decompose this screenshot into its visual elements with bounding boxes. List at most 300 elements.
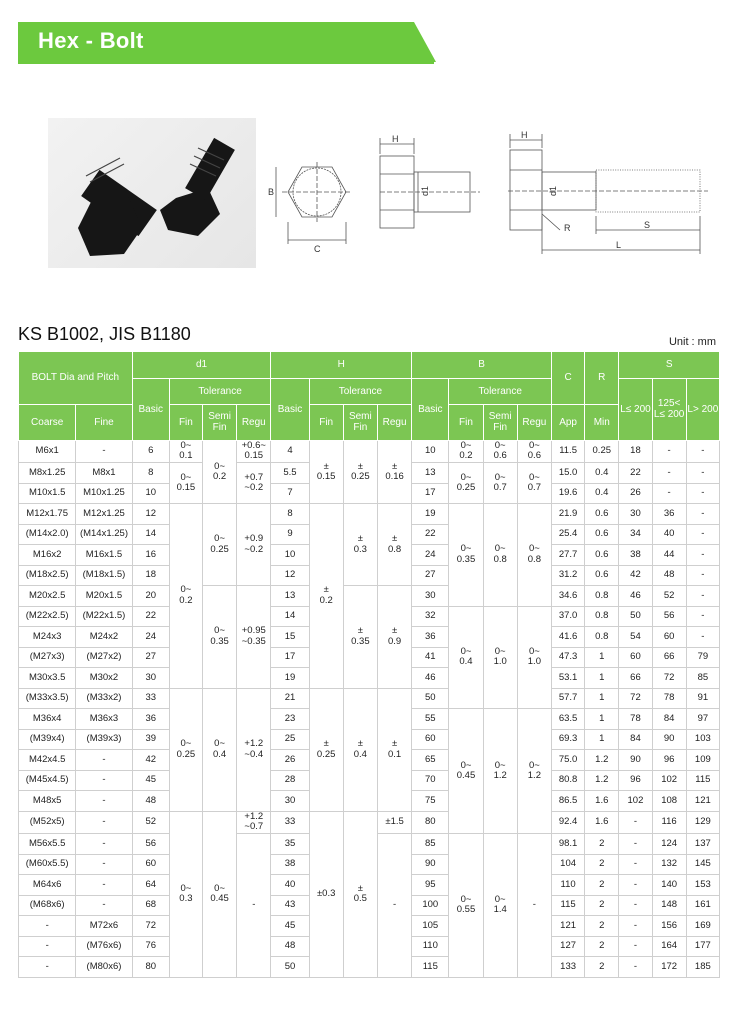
cell-tol-d1-semi: 0~ 0.4 (203, 688, 237, 811)
cell-h: 45 (271, 916, 309, 937)
cell-h: 19 (271, 668, 309, 689)
header-h: H (271, 352, 412, 379)
cell-r: 1.2 (585, 750, 619, 771)
cell-b: 65 (412, 750, 449, 771)
cell-fine: - (76, 791, 132, 812)
cell-d1: 16 (132, 545, 169, 566)
cell-tol-d1-regu: +0.7 ~0.2 (237, 463, 271, 504)
cell-s2: 140 (652, 875, 686, 896)
cell-s3: - (686, 606, 719, 627)
cell-b: 80 (412, 811, 449, 833)
cell-r: 1 (585, 709, 619, 730)
cell-s1: 26 (619, 483, 652, 504)
cell-fine: M16x1.5 (76, 545, 132, 566)
cell-fine: - (76, 441, 132, 463)
cell-c: 31.2 (552, 565, 585, 586)
cell-d1: 64 (132, 875, 169, 896)
standard-heading: KS B1002, JIS B1180 (18, 324, 191, 344)
cell-c: 25.4 (552, 524, 585, 545)
cell-fine: M20x1.5 (76, 586, 132, 607)
cell-s2: 56 (652, 606, 686, 627)
cell-h: 43 (271, 895, 309, 916)
cell-h: 8 (271, 504, 309, 525)
cell-b: 36 (412, 627, 449, 648)
cell-r: 0.6 (585, 545, 619, 566)
cell-r: 0.6 (585, 504, 619, 525)
cell-d1: 33 (132, 688, 169, 709)
cell-s3: - (686, 565, 719, 586)
cell-coarse: - (19, 936, 76, 957)
cell-s1: 30 (619, 504, 652, 525)
cell-coarse: (M14x2.0) (19, 524, 76, 545)
cell-tol-d1-regu: - (237, 834, 271, 978)
cell-tol-b-semi: 0~ 1.2 (483, 709, 517, 834)
cell-coarse: (M39x4) (19, 729, 76, 750)
cell-s3: 79 (686, 647, 719, 668)
cell-d1: 76 (132, 936, 169, 957)
header-s-over200: L> 200 (686, 379, 719, 441)
cell-r: 2 (585, 957, 619, 978)
cell-s1: 38 (619, 545, 652, 566)
technical-drawing (268, 130, 728, 270)
cell-d1: 12 (132, 504, 169, 525)
page-title: Hex - Bolt (38, 28, 144, 53)
cell-tol-h-semi: ± 0.25 (343, 441, 377, 504)
cell-c: 37.0 (552, 606, 585, 627)
cell-coarse: - (19, 916, 76, 937)
cell-coarse: M10x1.5 (19, 483, 76, 504)
header-bolt-dia: BOLT Dia and Pitch (19, 352, 133, 405)
title-banner (18, 22, 436, 62)
cell-b: 32 (412, 606, 449, 627)
cell-s3: - (686, 586, 719, 607)
cell-c: 63.5 (552, 709, 585, 730)
cell-tol-d1-fin: 0~ 0.1 (169, 441, 202, 463)
cell-d1: 39 (132, 729, 169, 750)
cell-d1: 27 (132, 647, 169, 668)
cell-coarse: M20x2.5 (19, 586, 76, 607)
cell-s2: 72 (652, 668, 686, 689)
header-d1-semi-fin: Semi Fin (203, 405, 237, 441)
cell-c: 57.7 (552, 688, 585, 709)
cell-tol-h-fin: ± 0.15 (309, 441, 343, 504)
cell-fine: M10x1.25 (76, 483, 132, 504)
cell-s3: - (686, 545, 719, 566)
cell-b: 27 (412, 565, 449, 586)
cell-c: 75.0 (552, 750, 585, 771)
cell-h: 9 (271, 524, 309, 545)
cell-tol-b-fin: 0~ 0.35 (449, 504, 483, 607)
cell-c: 104 (552, 854, 585, 875)
cell-coarse: - (19, 957, 76, 978)
cell-coarse: (M18x2.5) (19, 565, 76, 586)
cell-fine: - (76, 834, 132, 855)
cell-b: 100 (412, 895, 449, 916)
cell-tol-b-fin: 0~ 0.25 (449, 463, 483, 504)
header-h-basic: Basic (271, 379, 309, 441)
cell-r: 0.4 (585, 483, 619, 504)
cell-tol-h-fin: ±0.3 (309, 811, 343, 977)
cell-s1: - (619, 875, 652, 896)
header-d1-tolerance: Tolerance (169, 379, 271, 405)
cell-tol-d1-fin: 0~ 0.25 (169, 688, 202, 811)
label-s: S (644, 220, 651, 230)
cell-fine: M12x1.25 (76, 504, 132, 525)
cell-s2: 132 (652, 854, 686, 875)
cell-fine: (M33x2) (76, 688, 132, 709)
cell-r: 1 (585, 668, 619, 689)
cell-b: 10 (412, 441, 449, 463)
cell-fine: M30x2 (76, 668, 132, 689)
cell-coarse: M8x1.25 (19, 463, 76, 484)
cell-c: 47.3 (552, 647, 585, 668)
header-coarse: Coarse (19, 405, 76, 441)
cell-tol-d1-fin: 0~ 0.3 (169, 811, 202, 977)
cell-h: 30 (271, 791, 309, 812)
cell-coarse: (M27x3) (19, 647, 76, 668)
cell-fine: (M39x3) (76, 729, 132, 750)
cell-tol-h-semi: ± 0.35 (343, 586, 377, 689)
label-b: B (268, 187, 275, 197)
cell-fine: - (76, 854, 132, 875)
cell-fine: - (76, 811, 132, 833)
cell-d1: 10 (132, 483, 169, 504)
cell-fine: - (76, 770, 132, 791)
cell-b: 24 (412, 545, 449, 566)
cell-b: 41 (412, 647, 449, 668)
header-h-tolerance: Tolerance (309, 379, 412, 405)
cell-h: 48 (271, 936, 309, 957)
cell-coarse: (M33x3.5) (19, 688, 76, 709)
cell-tol-d1-semi: 0~ 0.2 (203, 441, 237, 504)
cell-s1: 90 (619, 750, 652, 771)
cell-b: 70 (412, 770, 449, 791)
cell-tol-b-semi: 0~ 0.8 (483, 504, 517, 607)
cell-tol-b-semi: 0~ 1.0 (483, 606, 517, 709)
cell-coarse: M6x1 (19, 441, 76, 463)
cell-fine: (M22x1.5) (76, 606, 132, 627)
cell-tol-h-semi: ± 0.4 (343, 688, 377, 811)
cell-tol-b-regu: 0~ 1.0 (517, 606, 551, 709)
cell-s3: 97 (686, 709, 719, 730)
cell-tol-b-regu: 0~ 1.2 (517, 709, 551, 834)
cell-tol-h-regu: ± 0.16 (377, 441, 411, 504)
cell-tol-h-regu: ± 0.1 (377, 688, 411, 811)
header-b-fin: Fin (449, 405, 483, 441)
cell-c: 92.4 (552, 811, 585, 833)
cell-h: 50 (271, 957, 309, 978)
cell-s1: - (619, 916, 652, 937)
cell-s3: - (686, 524, 719, 545)
cell-s3: 145 (686, 854, 719, 875)
cell-c: 15.0 (552, 463, 585, 484)
cell-s1: 54 (619, 627, 652, 648)
cell-d1: 20 (132, 586, 169, 607)
bolt-spec-table (18, 351, 720, 978)
cell-tol-b-fin: 0~ 0.2 (449, 441, 483, 463)
cell-d1: 30 (132, 668, 169, 689)
cell-h: 26 (271, 750, 309, 771)
cell-coarse: M30x3.5 (19, 668, 76, 689)
cell-s3: 137 (686, 834, 719, 855)
cell-s1: 78 (619, 709, 652, 730)
cell-s1: - (619, 854, 652, 875)
header-fine: Fine (76, 405, 132, 441)
cell-c: 19.6 (552, 483, 585, 504)
cell-s2: 36 (652, 504, 686, 525)
header-c: C (552, 352, 585, 405)
cell-tol-h-regu: ± 0.9 (377, 586, 411, 689)
cell-tol-d1-regu: +1.2 ~0.7 (237, 811, 271, 833)
cell-h: 21 (271, 688, 309, 709)
cell-b: 50 (412, 688, 449, 709)
hex-head-front-view (276, 162, 352, 244)
cell-coarse: (M68x6) (19, 895, 76, 916)
header-d1: d1 (132, 352, 271, 379)
cell-s1: 22 (619, 463, 652, 484)
cell-tol-h-semi: ± 0.5 (343, 811, 377, 977)
cell-s1: 66 (619, 668, 652, 689)
cell-b: 55 (412, 709, 449, 730)
cell-r: 0.6 (585, 565, 619, 586)
cell-r: 2 (585, 854, 619, 875)
cell-r: 1.2 (585, 770, 619, 791)
cell-tol-d1-regu: +0.95 ~0.35 (237, 586, 271, 689)
cell-c: 27.7 (552, 545, 585, 566)
cell-b: 30 (412, 586, 449, 607)
cell-s3: 115 (686, 770, 719, 791)
cell-tol-b-semi: 0~ 0.6 (483, 441, 517, 463)
label-h-side: H (392, 134, 399, 144)
cell-b: 19 (412, 504, 449, 525)
bolt-full-view (508, 134, 708, 254)
cell-b: 85 (412, 834, 449, 855)
header-s-l200: L≤ 200 (619, 379, 652, 441)
cell-s1: 102 (619, 791, 652, 812)
cell-s3: 91 (686, 688, 719, 709)
cell-fine: M24x2 (76, 627, 132, 648)
table-body (19, 441, 720, 978)
label-d1-full: d1 (548, 185, 558, 196)
cell-b: 105 (412, 916, 449, 937)
cell-s3: 177 (686, 936, 719, 957)
cell-r: 2 (585, 875, 619, 896)
cell-d1: 24 (132, 627, 169, 648)
header-b: B (412, 352, 552, 379)
cell-s1: - (619, 957, 652, 978)
cell-tol-d1-regu: +1.2 ~0.4 (237, 688, 271, 811)
cell-s3: - (686, 463, 719, 484)
cell-d1: 48 (132, 791, 169, 812)
cell-s3: 129 (686, 811, 719, 833)
cell-s3: 161 (686, 895, 719, 916)
cell-s2: 90 (652, 729, 686, 750)
cell-r: 0.8 (585, 627, 619, 648)
cell-s2: 164 (652, 936, 686, 957)
cell-tol-d1-regu: +0.9 ~0.2 (237, 504, 271, 586)
cell-c: 86.5 (552, 791, 585, 812)
cell-s3: 185 (686, 957, 719, 978)
cell-c: 80.8 (552, 770, 585, 791)
header-b-regu: Regu (517, 405, 551, 441)
cell-h: 5.5 (271, 463, 309, 484)
cell-tol-h-fin: ± 0.25 (309, 688, 343, 811)
cell-s3: 109 (686, 750, 719, 771)
header-r: R (585, 352, 619, 405)
cell-s3: - (686, 441, 719, 463)
cell-tol-h-semi: ± 0.3 (343, 504, 377, 586)
cell-b: 95 (412, 875, 449, 896)
cell-s1: 96 (619, 770, 652, 791)
cell-c: 41.6 (552, 627, 585, 648)
cell-fine: - (76, 875, 132, 896)
cell-d1: 56 (132, 834, 169, 855)
cell-c: 11.5 (552, 441, 585, 463)
cell-r: 1.6 (585, 811, 619, 833)
cell-r: 2 (585, 834, 619, 855)
banner-underline (18, 62, 434, 64)
cell-r: 1 (585, 688, 619, 709)
cell-s3: 103 (686, 729, 719, 750)
label-r: R (564, 223, 571, 233)
cell-s2: 172 (652, 957, 686, 978)
cell-s2: 84 (652, 709, 686, 730)
cell-s3: - (686, 627, 719, 648)
cell-fine: - (76, 895, 132, 916)
cell-c: 34.6 (552, 586, 585, 607)
cell-b: 60 (412, 729, 449, 750)
cell-fine: (M27x2) (76, 647, 132, 668)
cell-d1: 52 (132, 811, 169, 833)
cell-h: 4 (271, 441, 309, 463)
cell-coarse: (M22x2.5) (19, 606, 76, 627)
cell-fine: (M14x1.25) (76, 524, 132, 545)
cell-s2: 66 (652, 647, 686, 668)
cell-r: 1.6 (585, 791, 619, 812)
cell-h: 17 (271, 647, 309, 668)
header-b-tolerance: Tolerance (449, 379, 552, 405)
cell-coarse: M24x3 (19, 627, 76, 648)
cell-fine: - (76, 750, 132, 771)
cell-s2: 96 (652, 750, 686, 771)
cell-h: 23 (271, 709, 309, 730)
cell-d1: 45 (132, 770, 169, 791)
cell-r: 0.6 (585, 524, 619, 545)
label-l: L (616, 240, 622, 250)
header-r-min: Min (585, 405, 619, 441)
cell-coarse: (M52x5) (19, 811, 76, 833)
cell-r: 0.8 (585, 586, 619, 607)
cell-tol-b-regu: - (517, 834, 551, 978)
cell-b: 46 (412, 668, 449, 689)
cell-s3: - (686, 483, 719, 504)
cell-h: 7 (271, 483, 309, 504)
cell-s1: 60 (619, 647, 652, 668)
header-c-app: App (552, 405, 585, 441)
cell-tol-b-semi: 0~ 1.4 (483, 834, 517, 978)
cell-s3: 169 (686, 916, 719, 937)
cell-b: 75 (412, 791, 449, 812)
cell-d1: 6 (132, 441, 169, 463)
cell-c: 69.3 (552, 729, 585, 750)
cell-tol-d1-semi: 0~ 0.25 (203, 504, 237, 586)
cell-coarse: M48x5 (19, 791, 76, 812)
cell-coarse: M56x5.5 (19, 834, 76, 855)
cell-tol-h-regu: ± 0.8 (377, 504, 411, 586)
cell-b: 110 (412, 936, 449, 957)
unit-label: Unit : mm (668, 336, 716, 348)
cell-h: 14 (271, 606, 309, 627)
cell-s1: - (619, 834, 652, 855)
header-b-semi-fin: Semi Fin (483, 405, 517, 441)
table-row (19, 811, 720, 833)
cell-b: 17 (412, 483, 449, 504)
table-row (19, 688, 720, 709)
cell-s1: - (619, 936, 652, 957)
cell-fine: (M80x6) (76, 957, 132, 978)
cell-s2: 102 (652, 770, 686, 791)
cell-s1: 50 (619, 606, 652, 627)
cell-c: 21.9 (552, 504, 585, 525)
cell-s1: 42 (619, 565, 652, 586)
cell-r: 1 (585, 647, 619, 668)
cell-coarse: M64x6 (19, 875, 76, 896)
cell-b: 90 (412, 854, 449, 875)
cell-d1: 72 (132, 916, 169, 937)
cell-s2: 40 (652, 524, 686, 545)
table-row (19, 504, 720, 525)
label-d1-side: d1 (420, 185, 430, 196)
cell-r: 2 (585, 916, 619, 937)
cell-c: 133 (552, 957, 585, 978)
cell-s2: 52 (652, 586, 686, 607)
cell-s2: - (652, 483, 686, 504)
cell-h: 38 (271, 854, 309, 875)
cell-s2: 44 (652, 545, 686, 566)
cell-fine: M36x3 (76, 709, 132, 730)
cell-r: 0.8 (585, 606, 619, 627)
cell-coarse: M12x1.75 (19, 504, 76, 525)
cell-d1: 8 (132, 463, 169, 484)
cell-tol-d1-semi: 0~ 0.45 (203, 811, 237, 977)
cell-h: 15 (271, 627, 309, 648)
cell-s1: - (619, 811, 652, 833)
cell-r: 0.4 (585, 463, 619, 484)
cell-tol-b-fin: 0~ 0.55 (449, 834, 483, 978)
cell-tol-b-regu: 0~ 0.6 (517, 441, 551, 463)
header-h-regu: Regu (377, 405, 411, 441)
cell-d1: 36 (132, 709, 169, 730)
cell-coarse: M42x4.5 (19, 750, 76, 771)
header-s-125-200: 125< L≤ 200 (652, 379, 686, 441)
cell-b: 13 (412, 463, 449, 484)
cell-s2: - (652, 463, 686, 484)
cell-c: 53.1 (552, 668, 585, 689)
cell-d1: 42 (132, 750, 169, 771)
header-d1-fin: Fin (169, 405, 202, 441)
cell-s3: 85 (686, 668, 719, 689)
cell-s2: 148 (652, 895, 686, 916)
cell-s3: 153 (686, 875, 719, 896)
cell-c: 115 (552, 895, 585, 916)
cell-s2: 60 (652, 627, 686, 648)
cell-d1: 60 (132, 854, 169, 875)
cell-tol-b-semi: 0~ 0.7 (483, 463, 517, 504)
bolt-photo (48, 118, 256, 268)
cell-fine: M72x6 (76, 916, 132, 937)
cell-coarse: (M45x4.5) (19, 770, 76, 791)
cell-tol-d1-semi: 0~ 0.35 (203, 586, 237, 689)
